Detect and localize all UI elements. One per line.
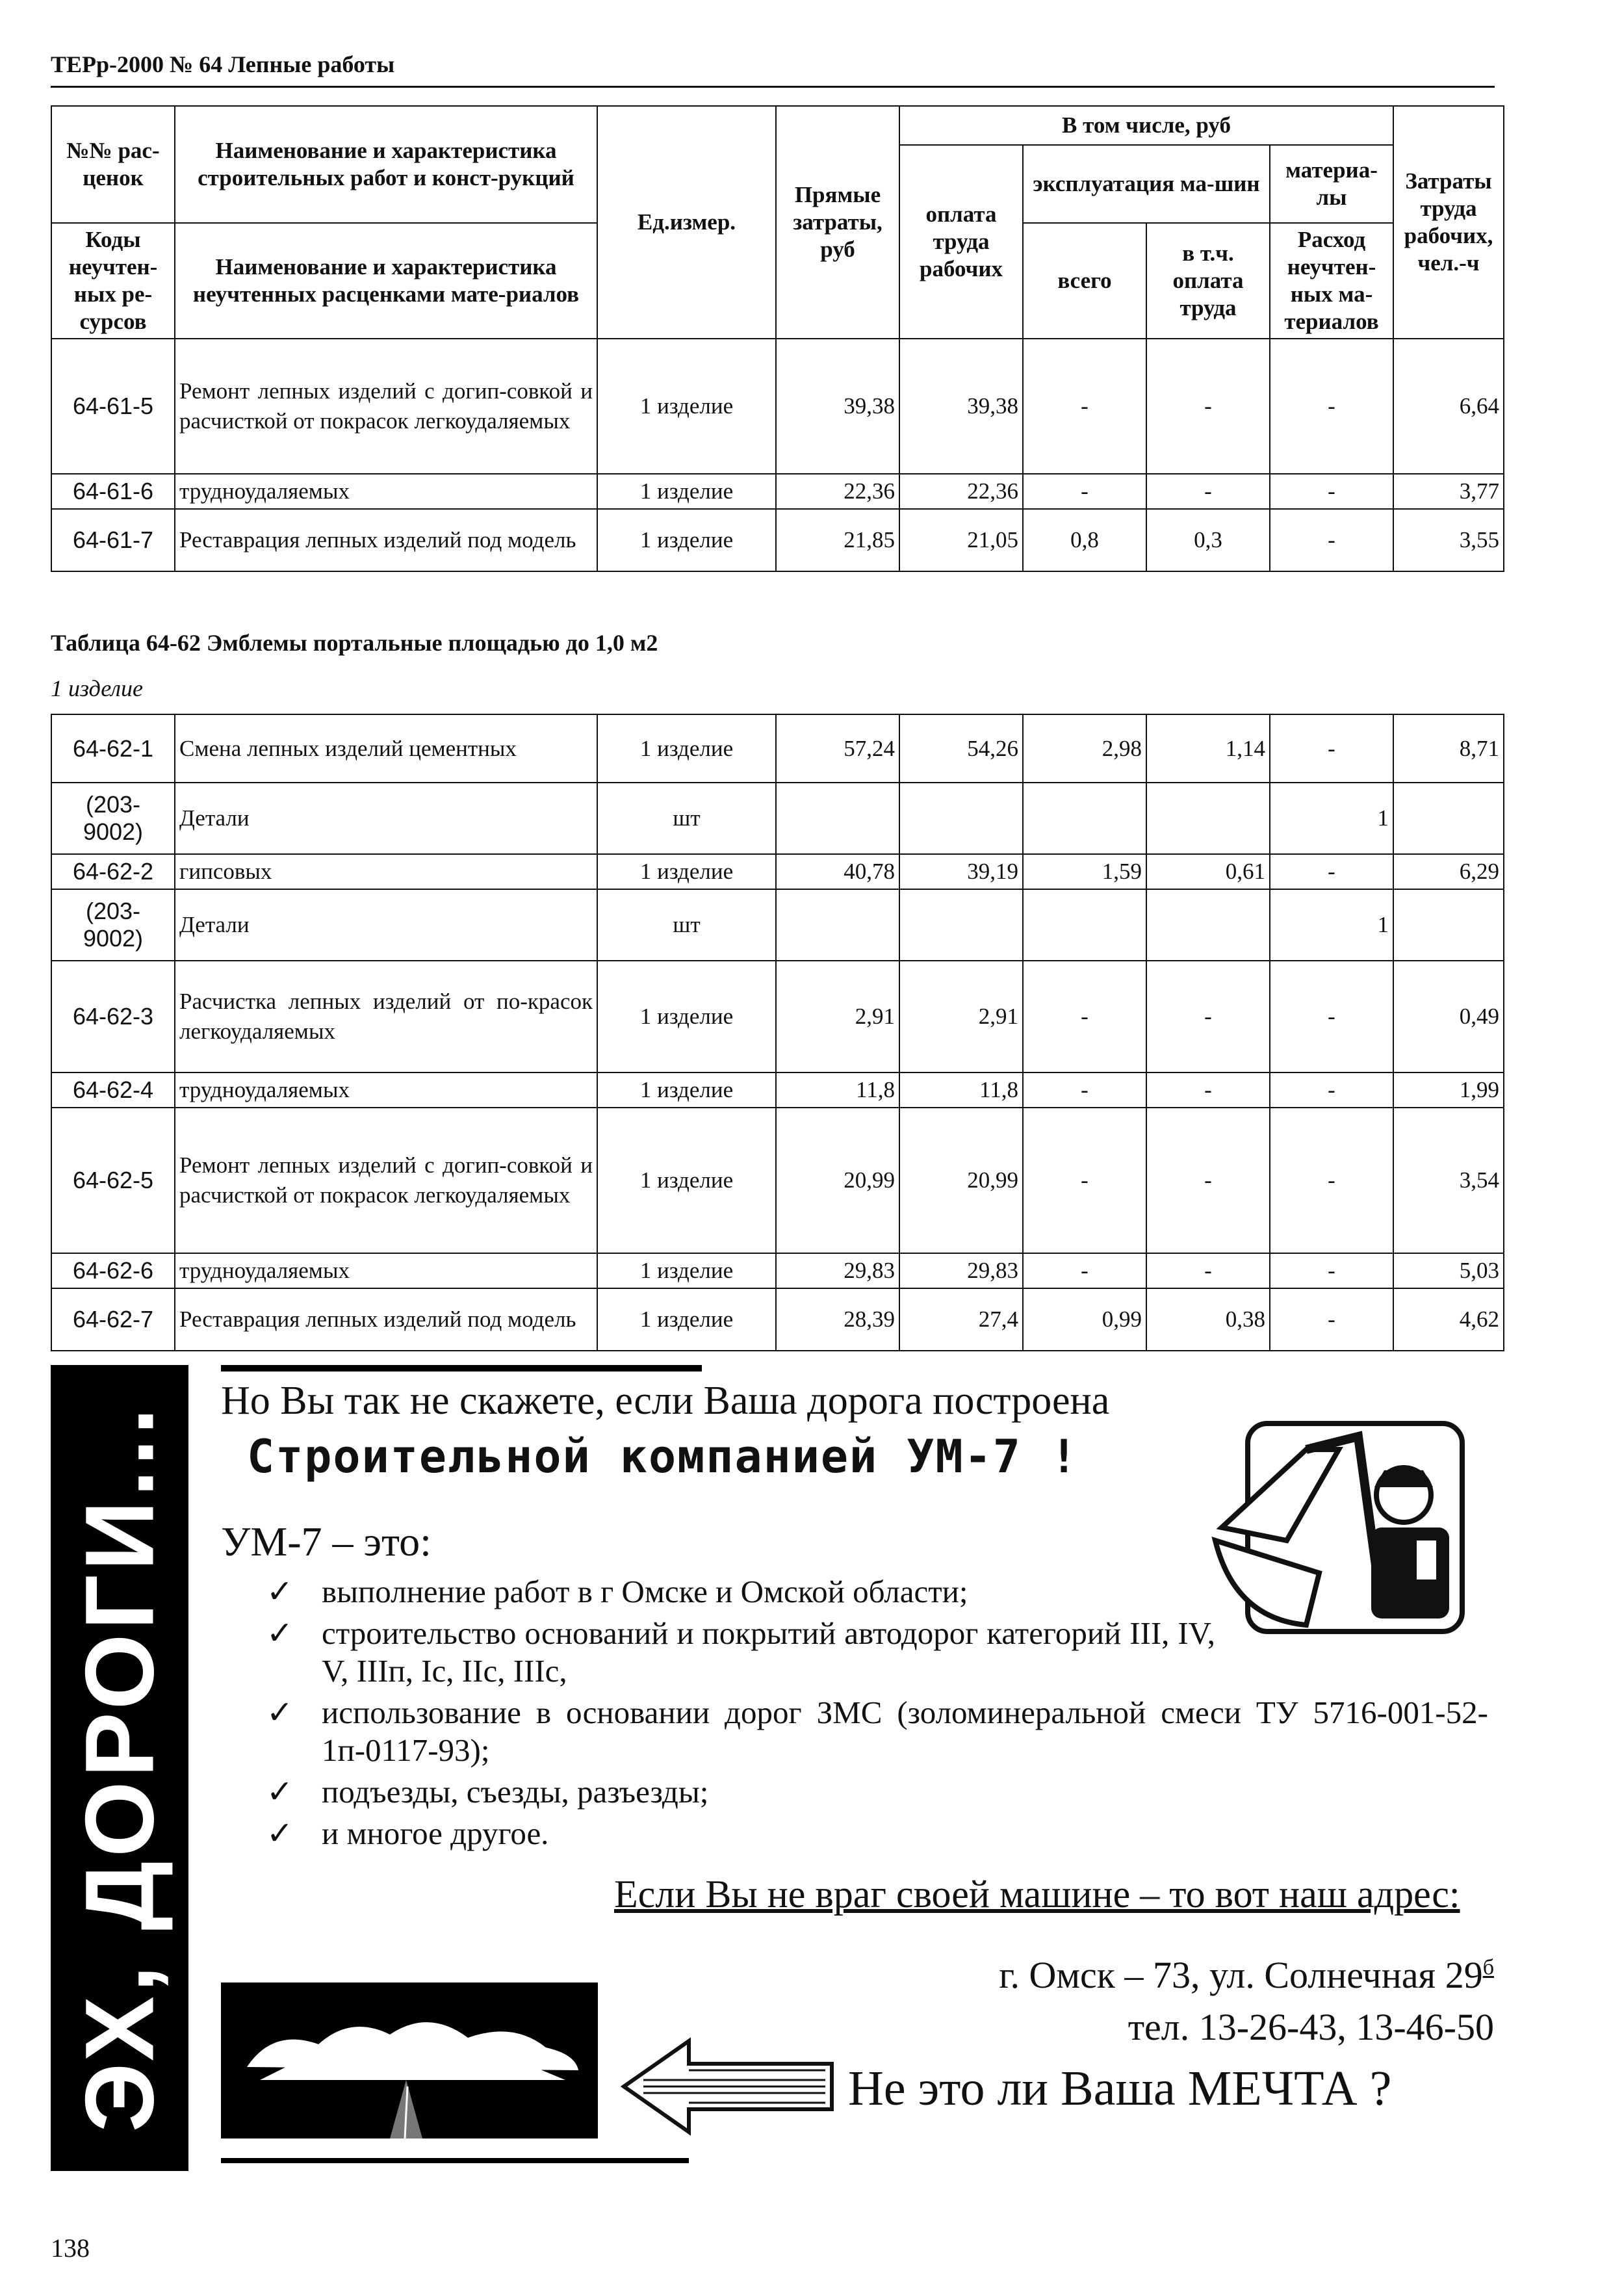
rate-code: 64-62-2	[51, 854, 175, 889]
rate-direct-cost: 57,24	[776, 714, 899, 783]
table-row	[51, 509, 1504, 571]
list-item-text: выполнение работ в г Омске и Омской области;	[322, 1574, 968, 1609]
rate-description: гипсовых	[175, 854, 597, 889]
rate-code: 64-62-4	[51, 1072, 175, 1108]
table-row	[51, 714, 1504, 783]
rate-description: Реставрация лепных изделий под модель	[175, 509, 597, 571]
rate-labor: 3,55	[1393, 509, 1504, 571]
ad-bottom-rule	[221, 2158, 689, 2163]
rate-machines: -	[1023, 961, 1146, 1072]
ad-vertical-band	[51, 1365, 188, 2171]
rate-labor: 3,77	[1393, 474, 1504, 509]
rate-direct-cost	[776, 889, 899, 961]
header-labor: Затраты труда рабочих, чел.-ч	[1393, 106, 1504, 339]
rate-wages	[899, 783, 1023, 854]
table-row	[51, 889, 1504, 961]
checkmark-icon: ✓	[266, 1774, 294, 1810]
rate-machines: -	[1023, 1108, 1146, 1253]
rate-machines: -	[1023, 1072, 1146, 1108]
header-machines-total: всего	[1023, 223, 1146, 339]
rate-wages: 21,05	[899, 509, 1023, 571]
rate-labor: 8,71	[1393, 714, 1504, 783]
rate-labor: 4,62	[1393, 1288, 1504, 1351]
table-row	[51, 1253, 1504, 1288]
list-item-text: и многое другое.	[322, 1815, 549, 1851]
rate-machines	[1023, 889, 1146, 961]
table-row	[51, 339, 1504, 474]
road-illustration	[221, 1982, 598, 2138]
rate-labor: 0,49	[1393, 961, 1504, 1072]
rate-machines-wages: 0,3	[1146, 509, 1270, 571]
rate-materials: -	[1270, 1253, 1393, 1288]
resource-code: (203-9002)	[51, 889, 175, 961]
checkmark-icon: ✓	[266, 1574, 294, 1609]
rate-description: Смена лепных изделий цементных	[175, 714, 597, 783]
rate-machines-wages: 1,14	[1146, 714, 1270, 783]
rate-wages	[899, 889, 1023, 961]
rate-direct-cost: 11,8	[776, 1072, 899, 1108]
rate-machines-wages: -	[1146, 339, 1270, 474]
ad-slogan: Не это ли Ваша МЕЧТА ?	[848, 2061, 1392, 2116]
rate-description: Реставрация лепных изделий под модель	[175, 1288, 597, 1351]
header-group-machines: эксплуатация ма-шин	[1023, 145, 1270, 223]
rate-machines-wages: 0,61	[1146, 854, 1270, 889]
header-wages: оплата труда рабочих	[899, 145, 1023, 339]
rate-code: 64-62-5	[51, 1108, 175, 1253]
rate-unit: 1 изделие	[597, 1072, 776, 1108]
resource-code: (203-9002)	[51, 783, 175, 854]
rate-machines: -	[1023, 474, 1146, 509]
header-direct: Прямые затраты, руб	[776, 106, 899, 339]
resource-unit: шт	[597, 783, 776, 854]
rate-direct-cost: 40,78	[776, 854, 899, 889]
rate-materials: -	[1270, 339, 1393, 474]
table-row	[51, 961, 1504, 1072]
rate-machines-wages: -	[1146, 961, 1270, 1072]
rate-direct-cost: 29,83	[776, 1253, 899, 1288]
table-row	[51, 1072, 1504, 1108]
rate-labor: 5,03	[1393, 1253, 1504, 1288]
table-row	[51, 1108, 1504, 1253]
rate-machines-wages	[1146, 889, 1270, 961]
rate-machines: -	[1023, 339, 1146, 474]
rate-unit: 1 изделие	[597, 339, 776, 474]
rate-machines: 2,98	[1023, 714, 1146, 783]
list-item-text: строительство оснований и покрытий автодорог категорий III, IV, V, IIIп, Iс, IIс, IIIс,	[322, 1615, 1215, 1689]
rate-labor	[1393, 889, 1504, 961]
rate-materials: -	[1270, 1072, 1393, 1108]
list-item	[266, 1773, 1488, 1811]
rate-wages: 39,38	[899, 339, 1023, 474]
rate-wages: 39,19	[899, 854, 1023, 889]
rate-unit: 1 изделие	[597, 509, 776, 571]
list-item-text: использование в основании дорог ЗМС (золоминеральной смеси ТУ 5716-001-52-1п-0117-93);	[322, 1695, 1488, 1768]
rate-wages: 22,36	[899, 474, 1023, 509]
checkmark-icon: ✓	[266, 1815, 294, 1851]
section-title: Таблица 64-62 Эмблемы портальные площадью до 1,0 м2	[51, 630, 658, 656]
rate-labor: 6,29	[1393, 854, 1504, 889]
header-materials-consumption: Расход неучтен-ных ма-териалов	[1270, 223, 1393, 339]
rate-materials: -	[1270, 1288, 1393, 1351]
rate-description: Расчистка лепных изделий от по-красок легкоудаляемых	[175, 961, 597, 1072]
ad-phone: тел. 13-26-43, 13-46-50	[1128, 2006, 1494, 2048]
rate-code: 64-61-5	[51, 339, 175, 474]
rate-unit: 1 изделие	[597, 474, 776, 509]
header-group-materials: материа-лы	[1270, 145, 1393, 223]
list-item	[266, 1573, 1488, 1611]
rate-wages: 27,4	[899, 1288, 1023, 1351]
rate-machines: 0,8	[1023, 509, 1146, 571]
rate-unit: 1 изделие	[597, 714, 776, 783]
section-unit-note: 1 изделие	[51, 675, 143, 701]
rate-materials: -	[1270, 854, 1393, 889]
checkmark-icon: ✓	[266, 1695, 294, 1730]
rate-code: 64-61-6	[51, 474, 175, 509]
rate-machines: -	[1023, 1253, 1146, 1288]
resource-consumption: 1	[1270, 783, 1393, 854]
page-header: ТЕРр-2000 № 64 Лепные работы	[51, 51, 1495, 88]
checkmark-icon: ✓	[266, 1615, 294, 1651]
rate-unit: 1 изделие	[597, 1108, 776, 1253]
rate-wages: 2,91	[899, 961, 1023, 1072]
rate-unit: 1 изделие	[597, 1253, 776, 1288]
rate-code: 64-62-3	[51, 961, 175, 1072]
table-row	[51, 474, 1504, 509]
rate-unit: 1 изделие	[597, 854, 776, 889]
ad-headline: Но Вы так не скажете, если Ваша дорога построена	[221, 1379, 1110, 1423]
rates-table-64-61	[51, 105, 1504, 572]
rate-code: 64-62-6	[51, 1253, 175, 1288]
rate-machines-wages: -	[1146, 1108, 1270, 1253]
ad-address-caption: Если Вы не враг своей машине – то вот наш адрес:	[614, 1873, 1460, 1916]
rate-labor: 1,99	[1393, 1072, 1504, 1108]
ad-intro: УМ-7 – это:	[221, 1518, 432, 1565]
header-group-incl: В том числе, руб	[899, 106, 1393, 145]
rate-code: 64-62-7	[51, 1288, 175, 1351]
header-code-top: №№ рас-ценок	[51, 106, 175, 223]
rate-description: трудноудаляемых	[175, 474, 597, 509]
rate-labor	[1393, 783, 1504, 854]
rate-direct-cost	[776, 783, 899, 854]
rate-direct-cost: 22,36	[776, 474, 899, 509]
resource-description: Детали	[175, 889, 597, 961]
ad-feature-list	[266, 1573, 1488, 1856]
rate-materials: -	[1270, 474, 1393, 509]
list-item	[266, 1694, 1488, 1769]
rate-description: трудноудаляемых	[175, 1253, 597, 1288]
rate-wages: 20,99	[899, 1108, 1023, 1253]
rate-machines: 1,59	[1023, 854, 1146, 889]
ad-address-sup: б	[1482, 1955, 1494, 1980]
rate-code: 64-61-7	[51, 509, 175, 571]
rate-description: Ремонт лепных изделий с догип-совкой и расчисткой от покрасок легкоудаляемых	[175, 339, 597, 474]
rate-machines-wages: -	[1146, 474, 1270, 509]
resource-unit: шт	[597, 889, 776, 961]
ad-top-rule	[221, 1365, 702, 1372]
rate-machines-wages: -	[1146, 1253, 1270, 1288]
header-name-top: Наименование и характеристика строительных работ и конст-рукций	[175, 106, 597, 223]
rate-machines-wages	[1146, 783, 1270, 854]
rate-wages: 29,83	[899, 1253, 1023, 1288]
rate-description: Ремонт лепных изделий с догип-совкой и расчисткой от покрасок легкоудаляемых	[175, 1108, 597, 1253]
header-machines-wages: в т.ч. оплата труда	[1146, 223, 1270, 339]
rate-materials: -	[1270, 509, 1393, 571]
rate-labor: 3,54	[1393, 1108, 1504, 1253]
ad-band-text: ЭХ, ДОРОГИ...	[64, 1403, 174, 2133]
list-item-text: подъезды, съезды, разъезды;	[322, 1774, 709, 1810]
list-item	[266, 1815, 1488, 1852]
rate-direct-cost: 28,39	[776, 1288, 899, 1351]
rate-direct-cost: 39,38	[776, 339, 899, 474]
resource-description: Детали	[175, 783, 597, 854]
rate-wages: 11,8	[899, 1072, 1023, 1108]
page-number: 138	[51, 2233, 90, 2263]
rate-direct-cost: 2,91	[776, 961, 899, 1072]
rate-direct-cost: 20,99	[776, 1108, 899, 1253]
rate-labor: 6,64	[1393, 339, 1504, 474]
list-item	[266, 1615, 1488, 1690]
header-unit: Ед.измер.	[597, 106, 776, 339]
header-code-bottom: Коды неучтен-ных ре-сурсов	[51, 223, 175, 339]
rate-materials: -	[1270, 714, 1393, 783]
rate-machines-wages: -	[1146, 1072, 1270, 1108]
table-row	[51, 1288, 1504, 1351]
header-name-bottom: Наименование и характеристика неучтенных расценками мате-риалов	[175, 223, 597, 339]
rate-direct-cost: 21,85	[776, 509, 899, 571]
ad-company-name: Строительной компанией УМ-7 !	[247, 1430, 1079, 1483]
rate-materials: -	[1270, 961, 1393, 1072]
rates-table-64-62	[51, 714, 1504, 1351]
left-arrow-icon	[617, 2034, 838, 2138]
table-row	[51, 783, 1504, 854]
ad-address-text: г. Омск – 73, ул. Солнечная 29	[999, 1954, 1483, 1996]
rate-wages: 54,26	[899, 714, 1023, 783]
rate-machines	[1023, 783, 1146, 854]
rate-unit: 1 изделие	[597, 961, 776, 1072]
rate-unit: 1 изделие	[597, 1288, 776, 1351]
rate-code: 64-62-1	[51, 714, 175, 783]
rate-machines: 0,99	[1023, 1288, 1146, 1351]
rate-materials: -	[1270, 1108, 1393, 1253]
rate-description: трудноудаляемых	[175, 1072, 597, 1108]
ad-address	[999, 1953, 1494, 1997]
table-row	[51, 854, 1504, 889]
resource-consumption: 1	[1270, 889, 1393, 961]
rate-machines-wages: 0,38	[1146, 1288, 1270, 1351]
